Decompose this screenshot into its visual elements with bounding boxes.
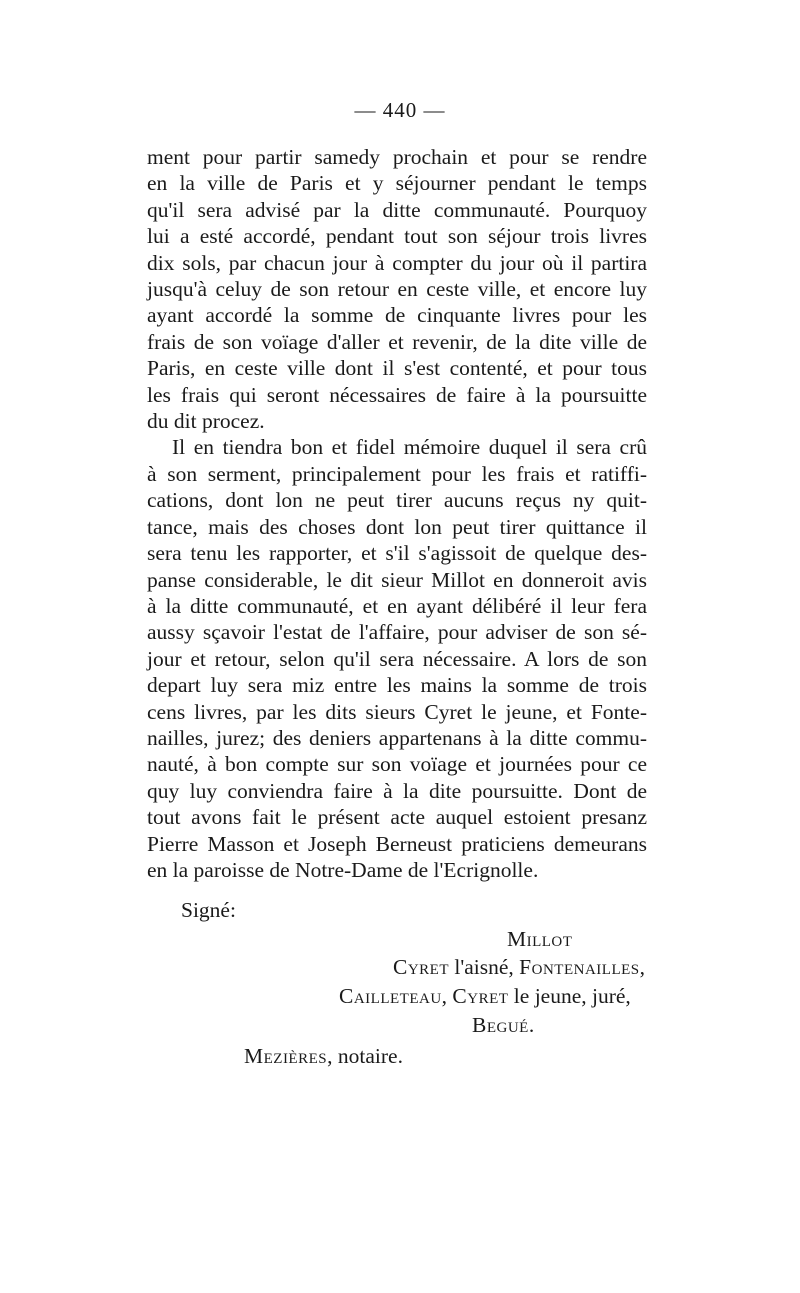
- text-line: jusqu'à celuy de son retour en ceste ville, et encore luy: [147, 277, 647, 302]
- signatory-text: ,: [639, 955, 645, 979]
- text-line: lui a esté accordé, pendant tout son séjour trois livres: [147, 224, 647, 249]
- text-line: Il en tiendra bon et fidel mémoire duquel il sera crû: [172, 435, 647, 460]
- text-line: à son serment, principalement pour les frais et ratiffi-: [147, 461, 647, 486]
- text-line: quy luy conviendra faire à la dite poursuitte. Dont de: [147, 778, 647, 803]
- text-line: cations, dont lon ne peut tirer aucuns reçus ny quit-: [147, 488, 647, 513]
- signature-line-2: [393, 955, 645, 980]
- signatory-text: l'aisné,: [449, 955, 520, 979]
- notary-title: , notaire.: [327, 1044, 403, 1068]
- text-line: ment pour partir samedy prochain et pour se rendre: [147, 145, 647, 169]
- text-line: cens livres, par les dits sieurs Cyret le jeune, et Fonte-: [147, 699, 647, 724]
- signatory-name: Fontenailles: [519, 955, 640, 979]
- text-line: dix sols, par chacun jour à compter du jour où il partira: [147, 250, 647, 275]
- text-line: sera tenu les rapporter, et s'il s'agissoit de quelque des-: [147, 541, 647, 566]
- text-line: nauté, à bon compte sur son voïage et journées pour ce: [147, 752, 647, 777]
- text-line: qu'il sera advisé par la ditte communauté. Pourquoy: [147, 197, 647, 222]
- notary-name: Mezières: [244, 1044, 328, 1068]
- text-line: tance, mais des choses dont lon peut tirer quittance il: [147, 514, 647, 539]
- text-line: Pierre Masson et Joseph Berneust praticiens demeurans: [147, 831, 647, 856]
- paragraph-1: [147, 144, 647, 434]
- signatory-name: Cyret: [452, 984, 509, 1008]
- signatory-text: le jeune, juré,: [508, 984, 631, 1008]
- text-line: en la paroisse de Notre-Dame de l'Ecrignolle.: [147, 857, 539, 882]
- text-line: les frais qui seront nécessaires de faire à la poursuitte: [147, 382, 647, 407]
- signatory-text: .: [528, 1013, 535, 1037]
- signatory-text: ,: [441, 984, 453, 1008]
- signed-label: Signé:: [181, 898, 236, 922]
- text-line: en la ville de Paris et y séjourner pendant le temps: [147, 171, 647, 196]
- signatory-name: Begué: [472, 1013, 529, 1037]
- text-line: à la ditte communauté, et en ayant délibéré il leur fera: [147, 593, 647, 618]
- signature-line-1: [507, 927, 572, 952]
- signatory-name: Cailleteau: [339, 984, 442, 1008]
- signature-line-3: [339, 984, 631, 1009]
- text-line: du dit procez.: [147, 409, 265, 434]
- text-line: ayant accordé la somme de cinquante livres pour les: [147, 303, 647, 328]
- text-line: aussy sçavoir l'estat de l'affaire, pour adviser de son sé-: [147, 620, 647, 645]
- text-line: nailles, jurez; des deniers appartenans à la ditte commu-: [147, 725, 647, 750]
- signature-line-4: [472, 1013, 534, 1038]
- text-line: Paris, en ceste ville dont il s'est contenté, et pour tous: [147, 356, 647, 381]
- text-line: frais de son voïage d'aller et revenir, de la dite ville de: [147, 329, 647, 354]
- body-text: [147, 144, 647, 883]
- signatory-name: Cyret: [393, 955, 450, 979]
- paragraph-2: [147, 434, 647, 883]
- notary-signature: [244, 1044, 403, 1069]
- text-line: tout avons fait le présent acte auquel estoient presanz: [147, 805, 647, 830]
- text-line: jour et retour, selon qu'il sera nécessaire. A lors de son: [147, 646, 647, 671]
- text-line: panse considerable, le dit sieur Millot en donneroit avis: [147, 567, 647, 592]
- signatory-name: Millot: [507, 927, 573, 951]
- text-line: depart luy sera miz entre les mains la somme de trois: [147, 673, 647, 698]
- page-number: — 440 —: [354, 98, 446, 122]
